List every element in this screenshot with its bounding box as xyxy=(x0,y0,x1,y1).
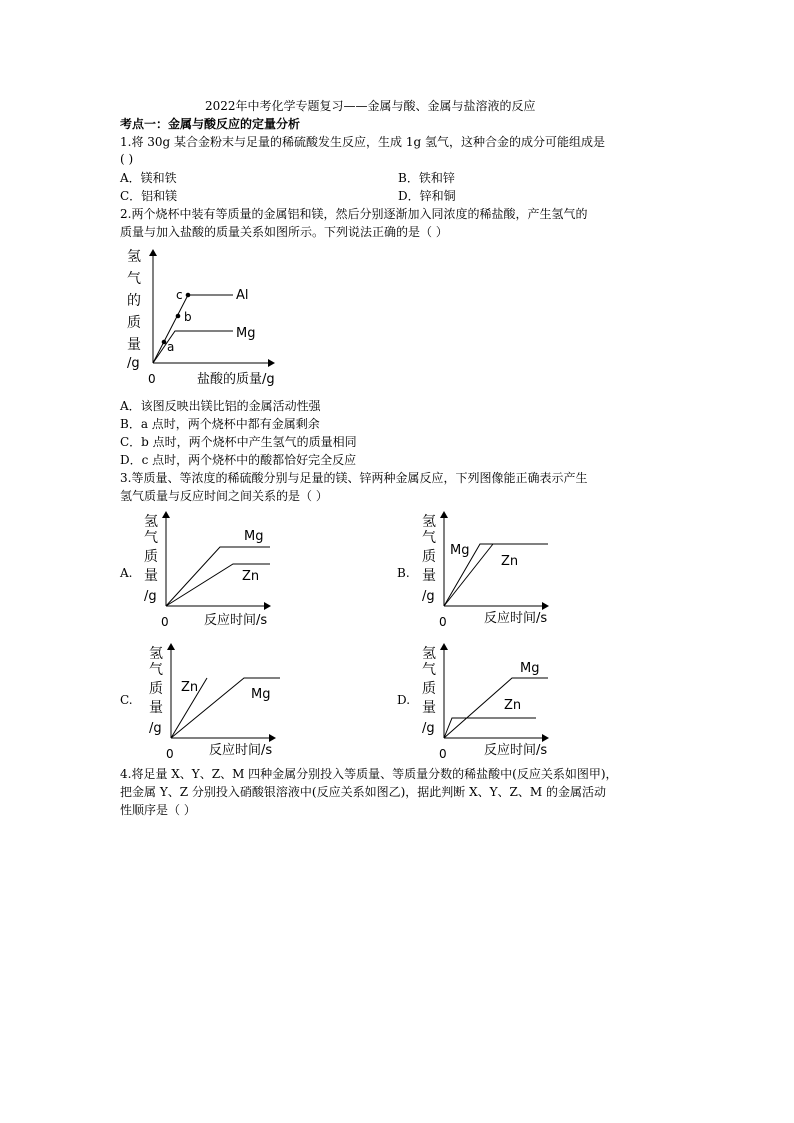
q2-option-d: D．c 点时，两个烧杯中的酸都恰好完全反应 xyxy=(120,453,357,467)
svg-text:质: 质 xyxy=(144,549,158,565)
q2-point-a xyxy=(162,340,167,345)
q2-label-c: c xyxy=(176,288,183,302)
q3-option-a-label: A. xyxy=(120,566,133,580)
q4-line2: 把金属 Y、Z 分别投入硝酸银溶液中(反应关系如图乙)，据此判断 X、Y、Z、M 的金属活动 xyxy=(120,785,606,799)
q2-label-a: a xyxy=(167,340,175,354)
svg-text:质: 质 xyxy=(149,681,163,697)
q1-stem: 1.将 30g 某合金粉末与足量的稀硫酸发生反应，生成 1g 氢气，这种合金的成分可能组成是 xyxy=(120,135,605,149)
svg-text:反应时间/s: 反应时间/s xyxy=(484,611,548,626)
svg-text:0: 0 xyxy=(439,747,447,761)
q2-line-mg xyxy=(153,331,233,363)
q3-option-d-label: D. xyxy=(397,693,411,707)
q3c-label-mg: Mg xyxy=(251,687,271,702)
q2-point-b xyxy=(176,314,181,319)
svg-text:量: 量 xyxy=(149,700,163,716)
svg-text:气: 气 xyxy=(422,530,436,546)
svg-text:反应时间/s: 反应时间/s xyxy=(484,743,548,758)
q2-ylabel-6: /g xyxy=(127,356,140,371)
q3c-label-zn: Zn xyxy=(181,680,199,695)
q2-label-mg: Mg xyxy=(236,326,256,341)
q3a-label-zn: Zn xyxy=(242,569,260,584)
q3b-label-zn: Zn xyxy=(501,554,519,569)
q4-line3: 性顺序是（ ） xyxy=(120,803,196,817)
q2-point-c xyxy=(186,293,191,298)
page-title: 2022年中考化学专题复习——金属与酸、金属与盐溶液的反应 xyxy=(205,99,536,113)
q3d-label-zn: Zn xyxy=(504,698,522,713)
q3d-line-mg xyxy=(444,678,548,738)
q2-ylabel-2: 气 xyxy=(127,271,141,287)
q1-option-b: B．铁和锌 xyxy=(398,171,455,185)
section-heading: 考点一：金属与酸反应的定量分析 xyxy=(120,117,301,131)
q3d-label-mg: Mg xyxy=(520,661,540,676)
svg-text:氢: 氢 xyxy=(422,646,436,662)
q2-ylabel-3: 的 xyxy=(127,293,141,309)
q3d-line-zn xyxy=(444,718,536,738)
svg-text:氢: 氢 xyxy=(144,514,158,530)
q2-option-c: C．b 点时，两个烧杯中产生氢气的质量相同 xyxy=(120,435,357,449)
q3-graph-a xyxy=(140,508,280,633)
q3-option-b-label: B. xyxy=(397,566,410,580)
q2-stem-line1: 2.两个烧杯中装有等质量的金属铝和镁，然后分别逐渐加入同浓度的稀盐酸，产生氢气的 xyxy=(120,207,588,221)
svg-text:0: 0 xyxy=(439,615,447,629)
q2-graph xyxy=(120,244,290,394)
svg-text:/g: /g xyxy=(422,721,435,736)
svg-text:反应时间/s: 反应时间/s xyxy=(204,613,268,628)
q2-ylabel-4: 质 xyxy=(127,315,141,331)
svg-text:气: 气 xyxy=(422,662,436,678)
q2-option-b: B．a 点时，两个烧杯中都有金属剩余 xyxy=(120,417,320,431)
svg-text:量: 量 xyxy=(422,568,436,584)
q3a-label-mg: Mg xyxy=(244,529,264,544)
svg-text:质: 质 xyxy=(422,681,436,697)
svg-text:反应时间/s: 反应时间/s xyxy=(209,743,273,758)
svg-text:氢: 氢 xyxy=(149,646,163,662)
q4-line1: 4.将足量 X、Y、Z、M 四种金属分别投入等质量、等质量分数的稀盐酸中(反应关系如图甲)， xyxy=(120,767,618,781)
q3-graph-b xyxy=(418,508,558,633)
q3-stem-line2: 氢气质量与反应时间之间关系的是（ ） xyxy=(120,489,328,503)
q1-option-c: C．铝和镁 xyxy=(120,189,178,203)
q2-origin: 0 xyxy=(148,372,156,386)
svg-text:质: 质 xyxy=(422,549,436,565)
q2-line-al xyxy=(153,295,233,363)
q2-stem-line2: 质量与加入盐酸的质量关系如图所示。下列说法正确的是（ ） xyxy=(120,225,448,239)
q2-option-a: A．该图反映出镁比铝的金属活动性强 xyxy=(120,399,321,413)
q2-ylabel-5: 量 xyxy=(127,337,141,353)
svg-text:/g: /g xyxy=(149,721,162,736)
svg-text:量: 量 xyxy=(422,700,436,716)
svg-text:0: 0 xyxy=(161,615,169,629)
q3-graph-d xyxy=(418,640,558,765)
svg-text:气: 气 xyxy=(149,662,163,678)
svg-text:气: 气 xyxy=(144,530,158,546)
q3-option-c-label: C. xyxy=(120,693,133,707)
svg-text:量: 量 xyxy=(144,568,158,584)
q1-answer-paren: ( ) xyxy=(120,152,134,166)
svg-text:0: 0 xyxy=(166,747,174,761)
q1-option-d: D．锌和铜 xyxy=(398,189,456,203)
svg-text:/g: /g xyxy=(144,589,157,604)
svg-text:/g: /g xyxy=(422,589,435,604)
q3-stem-line1: 3.等质量、等浓度的稀硫酸分别与足量的镁、锌两种金属反应，下列图像能正确表示产生 xyxy=(120,471,588,485)
q2-label-b: b xyxy=(184,310,192,324)
q2-label-al: Al xyxy=(236,288,249,303)
svg-text:氢: 氢 xyxy=(422,514,436,530)
q3b-label-mg: Mg xyxy=(450,543,470,558)
q2-ylabel-1: 氢 xyxy=(127,249,141,265)
q3-graph-c xyxy=(145,640,285,765)
q1-option-a: A．镁和铁 xyxy=(120,171,177,185)
q2-xlabel: 盐酸的质量/g xyxy=(197,372,275,387)
